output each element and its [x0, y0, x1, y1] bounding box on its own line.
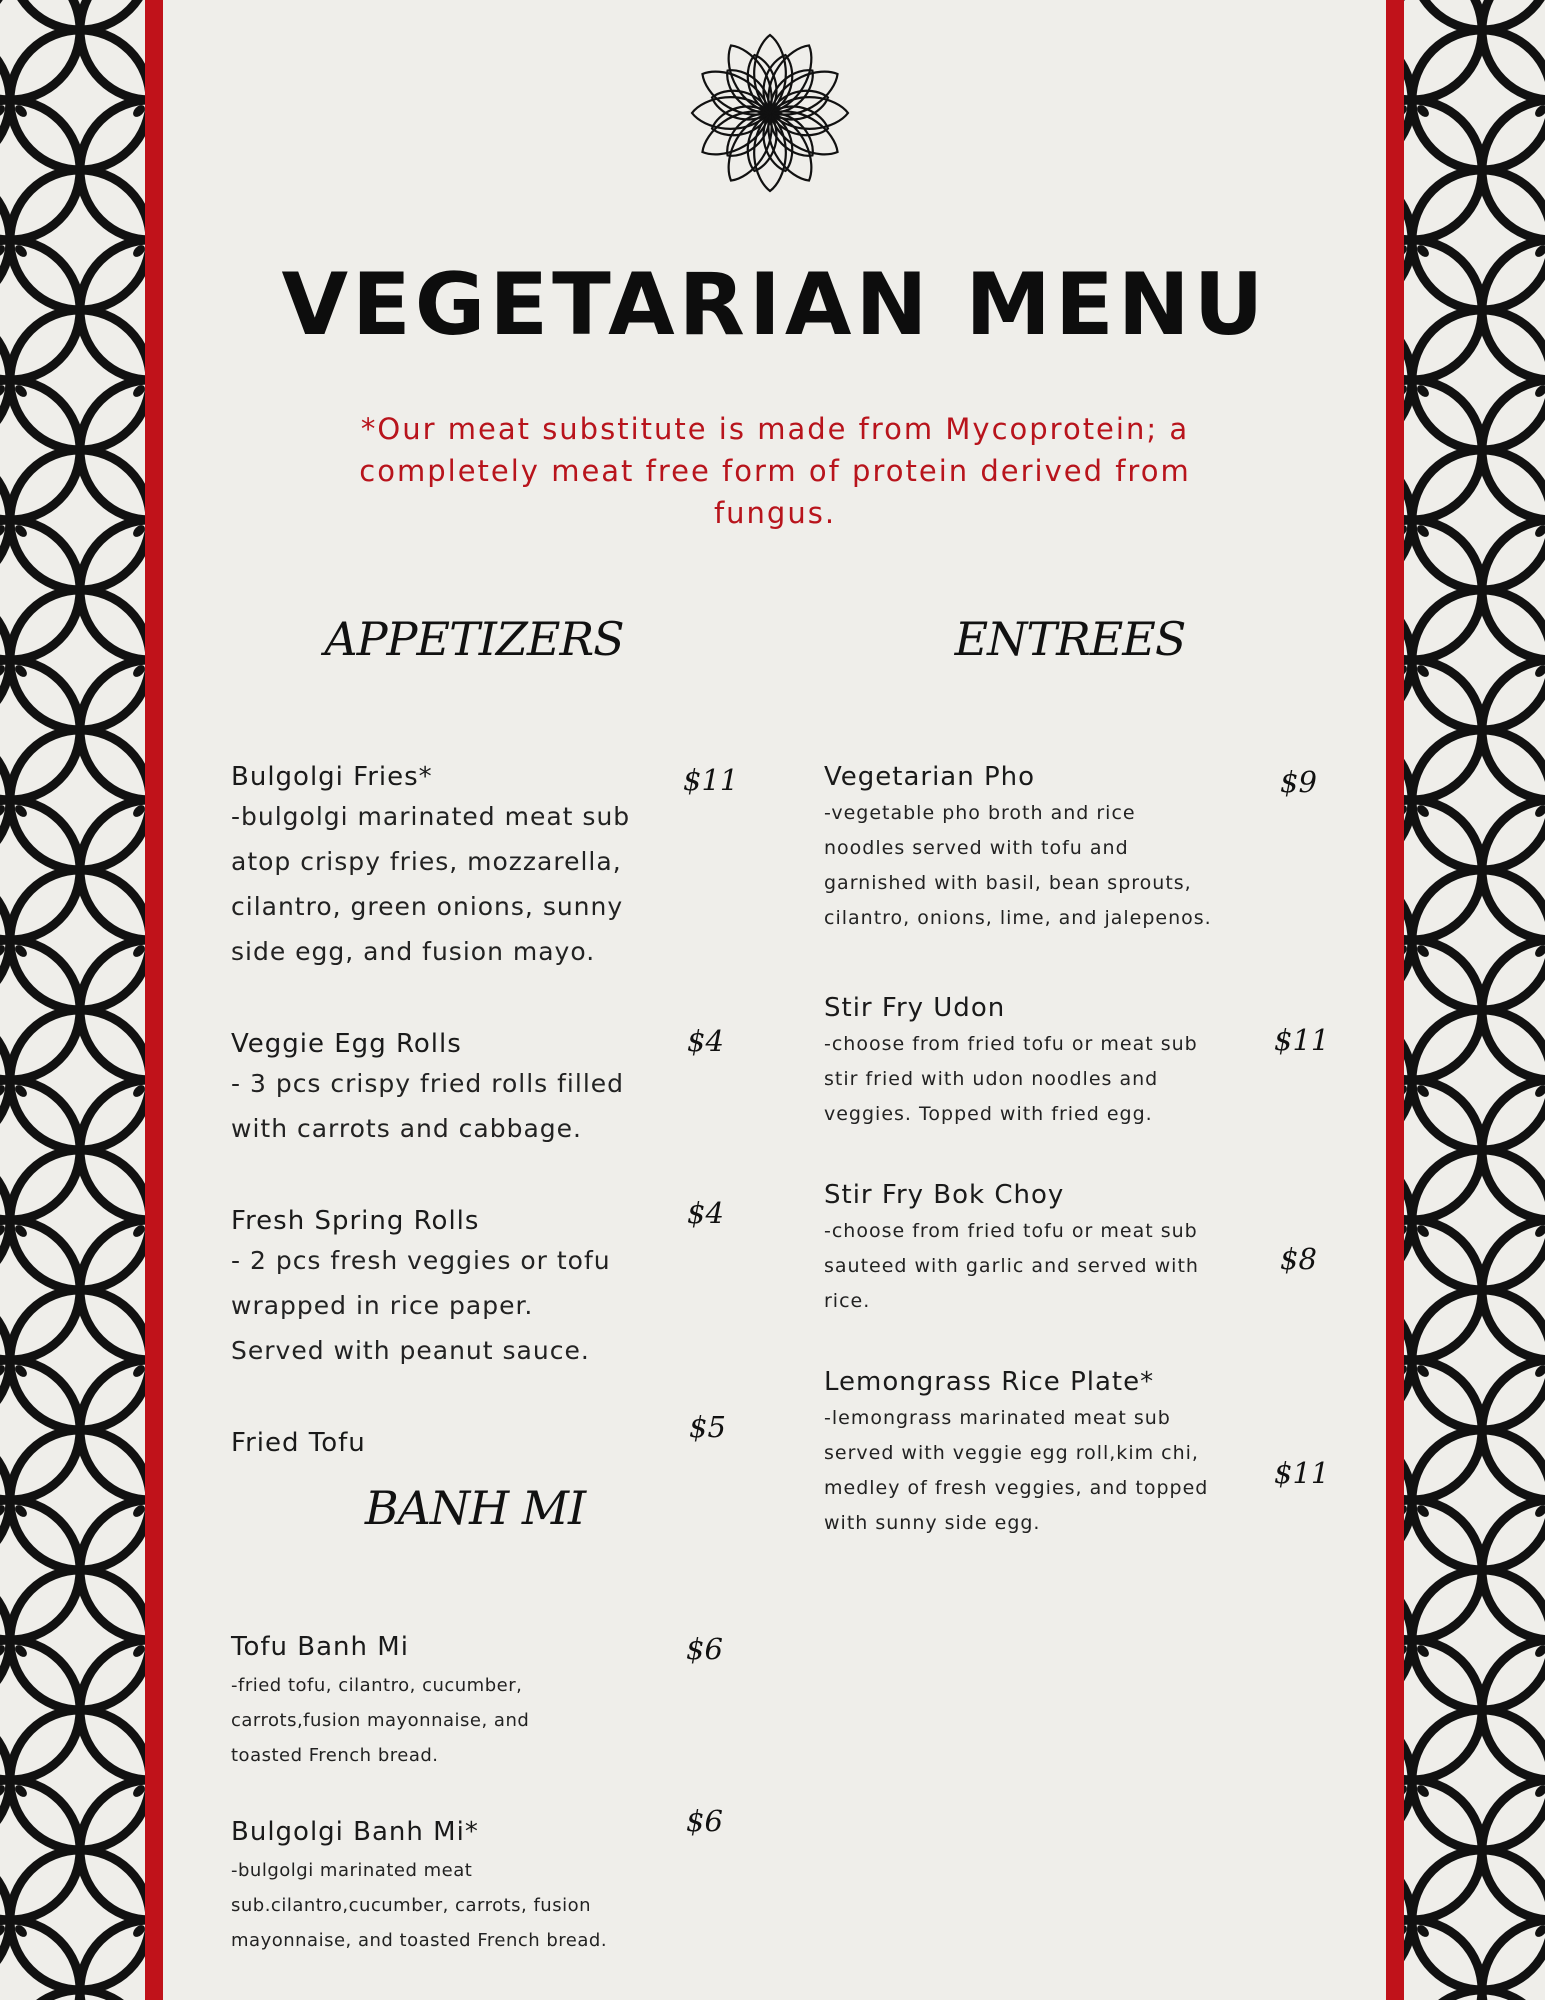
item-price: $6	[686, 1632, 723, 1666]
item-description: -bulgolgi marinated meat sub atop crispy fries, mozzarella, cilantro, green onions, sunny side egg, and fusion mayo.	[231, 802, 631, 966]
entrees-heading: ENTREES	[954, 612, 1186, 666]
item-description: -lemongrass marinated meat sub served with veggie egg roll,kim chi, medley of fresh veggies, and topped with sunny side egg.	[824, 1407, 1209, 1534]
item-name: Tofu Banh Mi	[231, 1632, 409, 1662]
left-pattern-border	[0, 0, 146, 2000]
menu-item-fried-tofu	[231, 1428, 631, 1458]
item-description: -choose from fried tofu or meat sub sauteed with garlic and served with rice.	[824, 1220, 1199, 1312]
appetizers-heading: APPETIZERS	[324, 612, 624, 666]
item-description: -choose from fried tofu or meat sub stir fried with udon noodles and veggies. Topped with fried egg.	[824, 1033, 1198, 1125]
item-name: Bulgolgi Banh Mi*	[231, 1817, 479, 1847]
item-name: Stir Fry Udon	[824, 993, 1006, 1023]
item-description: -bulgolgi marinated meat sub.cilantro,cucumber, carrots, fusion mayonnaise, and toasted French bread.	[231, 1860, 608, 1951]
item-description: - 2 pcs fresh veggies or tofu wrapped in rice paper. Served with peanut sauce.	[231, 1246, 611, 1365]
item-name: Fried Tofu	[231, 1428, 366, 1458]
menu-item-lemongrass-rice-plate	[824, 1367, 1214, 1541]
item-description: -vegetable pho broth and rice noodles served with tofu and garnished with basil, bean sprouts, cilantro, onions, lime, and jalepenos.	[824, 802, 1212, 929]
right-pattern-border	[1402, 0, 1545, 2000]
left-red-stripe	[145, 0, 163, 2000]
menu-item-tofu-banh-mi	[231, 1632, 631, 1773]
lotus-flower-icon	[685, 28, 855, 198]
menu-item-vegetarian-pho	[824, 762, 1214, 936]
right-red-stripe	[1386, 0, 1404, 2000]
menu-title: VEGETARIAN MENU	[281, 255, 1268, 355]
item-price: $5	[689, 1410, 726, 1444]
item-price: $11	[1274, 1456, 1330, 1490]
item-name: Stir Fry Bok Choy	[824, 1180, 1065, 1210]
item-price: $9	[1280, 765, 1317, 799]
mycoprotein-note: *Our meat substitute is made from Mycoprotein; a completely meat free form of protein derived from fungus.	[359, 412, 1191, 530]
menu-item-bulgolgi-banh-mi	[231, 1817, 631, 1958]
item-price: $11	[683, 763, 739, 797]
item-name: Fresh Spring Rolls	[231, 1206, 480, 1236]
item-price: $8	[1280, 1242, 1317, 1276]
menu-item-stir-fry-bok-choy	[824, 1180, 1214, 1319]
item-price: $4	[687, 1024, 724, 1058]
item-price: $6	[686, 1804, 723, 1838]
item-name: Lemongrass Rice Plate*	[824, 1367, 1155, 1397]
item-price: $4	[687, 1196, 724, 1230]
item-name: Vegetarian Pho	[824, 762, 1036, 792]
banh-mi-heading: BANH MI	[364, 1481, 586, 1535]
menu-item-veggie-egg-rolls	[231, 1029, 631, 1151]
item-description: - 3 pcs crispy fried rolls filled with carrots and cabbage.	[231, 1069, 625, 1143]
item-name: Bulgolgi Fries*	[231, 762, 433, 792]
circle-pattern-left	[0, 0, 146, 2000]
item-price: $11	[1274, 1023, 1330, 1057]
circle-pattern-right	[1402, 0, 1545, 2000]
item-name: Veggie Egg Rolls	[231, 1029, 462, 1059]
item-description: -fried tofu, cilantro, cucumber, carrots,fusion mayonnaise, and toasted French bread.	[231, 1675, 530, 1766]
menu-item-fresh-spring-rolls	[231, 1206, 631, 1373]
menu-item-bulgolgi-fries	[231, 762, 631, 974]
menu-item-stir-fry-udon	[824, 993, 1214, 1132]
